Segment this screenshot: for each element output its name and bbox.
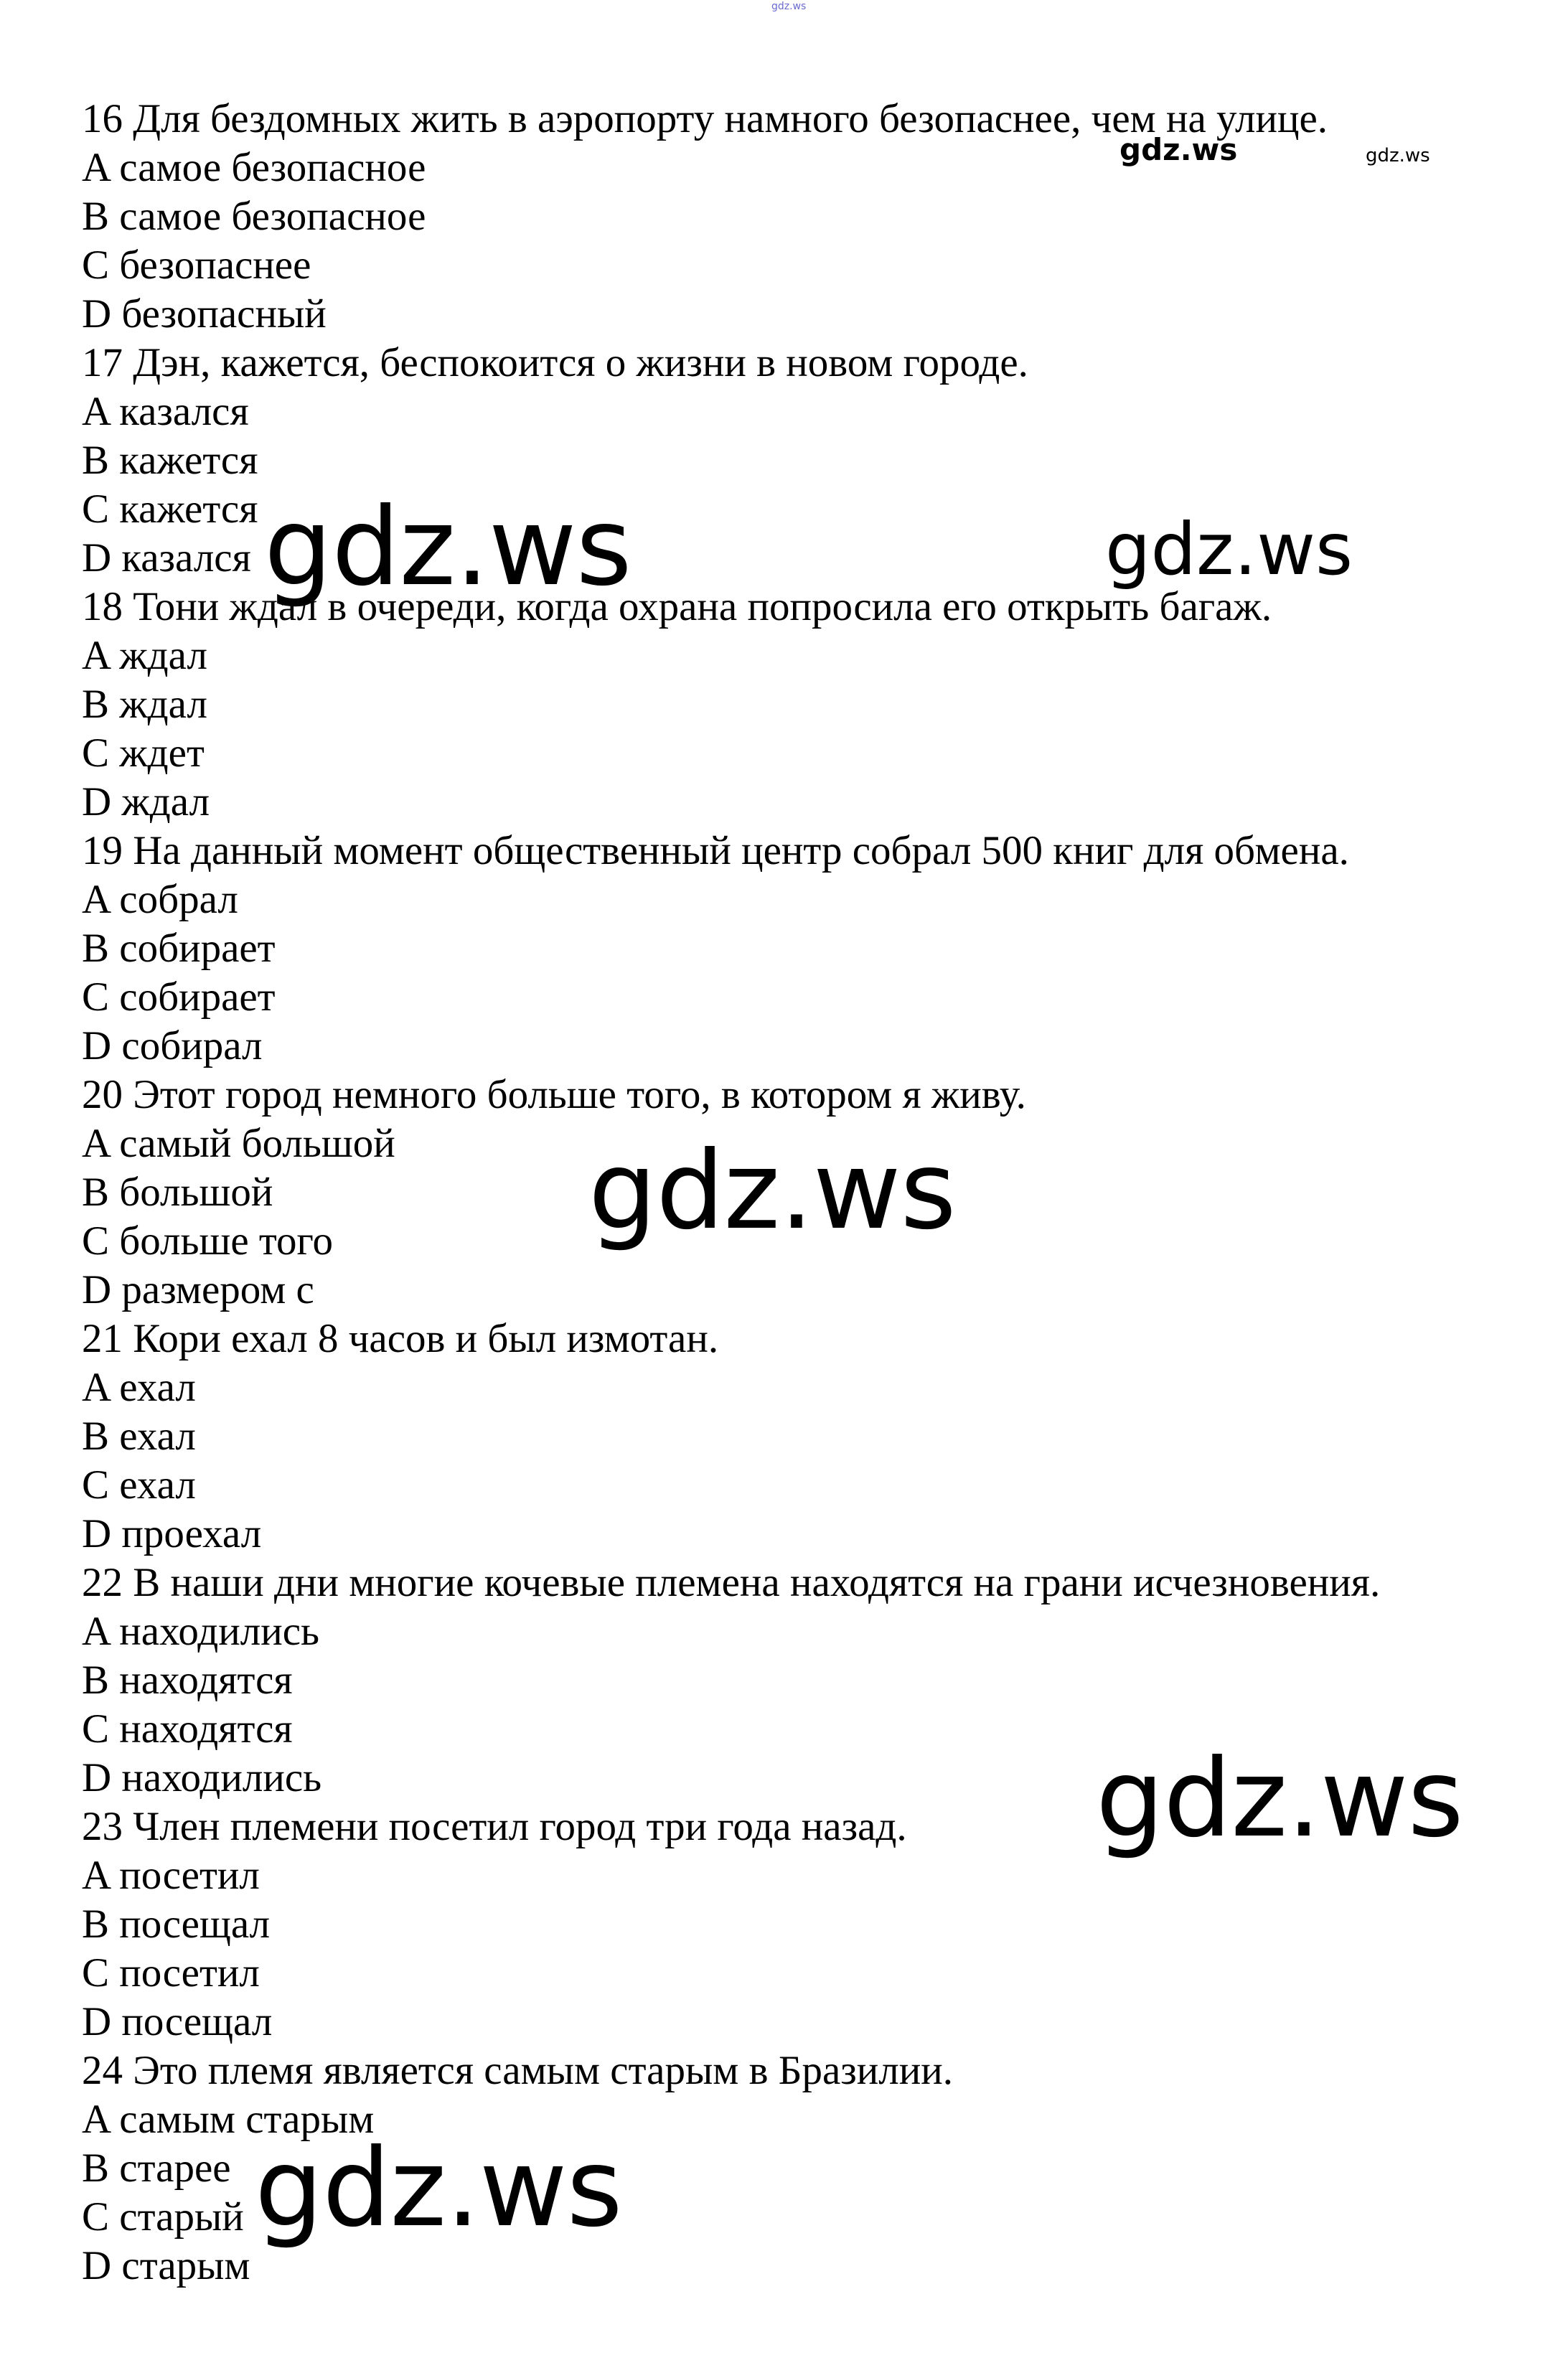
option-22-d: D находились (82, 1755, 322, 1800)
option-24-d: D старым (82, 2243, 250, 2288)
option-21-b: B ехал (82, 1414, 196, 1459)
option-18-a: A ждал (82, 633, 207, 678)
option-16-b: B самое безопасное (82, 194, 426, 239)
question-20: 20 Этот город немного больше того, в котором я живу. (82, 1072, 1026, 1117)
watermark-large-1: gdz.ws (264, 485, 632, 610)
option-23-c: C посетил (82, 1950, 260, 1996)
watermark-large-3: gdz.ws (1096, 1736, 1463, 1861)
option-22-b: B находятся (82, 1658, 293, 1703)
question-24: 24 Это племя является самым старым в Бразилии. (82, 2048, 954, 2093)
question-21: 21 Кори ехал 8 часов и был измотан. (82, 1316, 719, 1361)
watermark-medium-1: gdz.ws (1105, 507, 1353, 591)
option-21-c: C ехал (82, 1462, 196, 1508)
option-17-a: A казался (82, 389, 249, 434)
option-18-b: B ждал (82, 682, 207, 727)
watermark-large-4: gdz.ws (255, 2126, 622, 2251)
option-16-d: D безопасный (82, 291, 327, 337)
option-23-d: D посещал (82, 1999, 273, 2044)
question-23: 23 Член племени посетил город три года назад. (82, 1804, 907, 1849)
question-18: 18 Тони ждал в очереди, когда охрана попросила его открыть багаж. (82, 584, 1272, 629)
option-21-d: D проехал (82, 1511, 262, 1556)
option-17-c: C кажется (82, 487, 258, 532)
question-22: 22 В наши дни многие кочевые племена находятся на грани исчезновения. (82, 1560, 1381, 1605)
option-24-b: B старее (82, 2146, 231, 2191)
option-21-a: A ехал (82, 1365, 196, 1410)
option-22-a: A находились (82, 1609, 320, 1654)
option-20-d: D размером с (82, 1267, 314, 1312)
option-20-b: B большой (82, 1170, 273, 1215)
option-16-c: C безопаснее (82, 243, 311, 288)
option-20-a: A самый большой (82, 1121, 395, 1166)
watermark-large-2: gdz.ws (588, 1129, 956, 1254)
option-19-b: B собирает (82, 926, 276, 971)
option-19-a: A собрал (82, 877, 238, 922)
option-17-b: B кажется (82, 438, 258, 483)
option-16-a: A самое безопасное (82, 145, 426, 190)
watermark-top: gdz.ws (771, 1, 807, 12)
option-17-d: D казался (82, 535, 251, 581)
option-18-c: C ждет (82, 730, 205, 776)
question-16: 16 Для бездомных жить в аэропорту намного безопаснее, чем на улице. (82, 96, 1328, 141)
question-17: 17 Дэн, кажется, беспокоится о жизни в новом городе. (82, 340, 1028, 385)
option-19-c: C собирает (82, 974, 276, 1020)
option-24-a: A самым старым (82, 2097, 375, 2142)
option-19-d: D собирал (82, 1023, 263, 1068)
option-18-d: D ждал (82, 779, 210, 824)
option-24-c: C старый (82, 2194, 244, 2240)
option-22-c: C находятся (82, 1706, 293, 1752)
option-20-c: C больше того (82, 1218, 334, 1264)
question-19: 19 На данный момент общественный центр собрал 500 книг для обмена. (82, 828, 1349, 873)
watermark-small-1: gdz.ws (1119, 132, 1238, 167)
option-23-b: B посещал (82, 1902, 271, 1947)
watermark-tiny-1: gdz.ws (1366, 145, 1430, 166)
option-23-a: A посетил (82, 1853, 260, 1898)
